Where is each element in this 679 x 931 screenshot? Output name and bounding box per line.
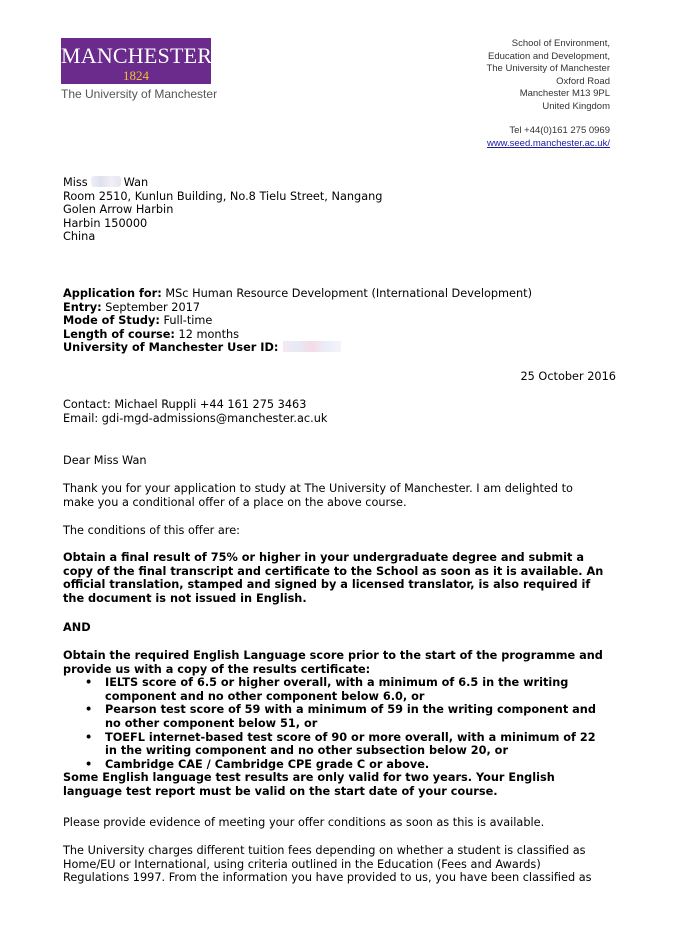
school-line: Manchester M13 9PL bbox=[519, 88, 610, 99]
school-telephone: Tel +44(0)161 275 0969 bbox=[509, 125, 610, 136]
english-test-list bbox=[63, 676, 616, 771]
address-line: Room 2510, Kunlun Building, No.8 Tielu Street, Nangang bbox=[63, 189, 383, 203]
length-row: Length of course: 12 months bbox=[63, 327, 240, 341]
contact-block bbox=[63, 398, 616, 425]
entry-row: Entry: September 2017 bbox=[63, 300, 201, 314]
logo-year: 1824 bbox=[123, 68, 149, 83]
paragraph-conditions-heading: The conditions of this offer are: bbox=[63, 524, 240, 537]
list-item: • IELTS score of 6.5 or higher overall, with a minimum of 6.5 in the writing component and no other component below 6.0, or bbox=[85, 676, 569, 703]
condition-degree: Obtain a final result of 75% or higher in your undergraduate degree and submit a copy of the final transcript and certificate to the School as soon as it is available. An official translation, stamped and signed by a licensed translator, is also required if the document is not issued in English. bbox=[63, 551, 604, 605]
recipient-name bbox=[63, 176, 616, 190]
list-item: • Pearson test score of 59 with a minimum of 59 in the writing component and no other component below 51, or bbox=[85, 703, 596, 730]
logo-subtitle: The University of Manchester bbox=[61, 87, 218, 101]
greeting: Dear Miss Wan bbox=[63, 454, 147, 467]
and-separator: AND bbox=[63, 621, 91, 634]
recipient-address bbox=[63, 176, 616, 244]
paragraph-evidence: Please provide evidence of meeting your offer conditions as soon as this is available. bbox=[63, 816, 545, 829]
contact-email: Email: gdi-mgd-admissions@manchester.ac.uk bbox=[63, 411, 328, 425]
school-address bbox=[486, 38, 610, 150]
address-line: China bbox=[63, 230, 96, 244]
recipient-surname: Wan bbox=[123, 176, 149, 189]
contact-person: Contact: Michael Ruppli +44 161 275 3463 bbox=[63, 398, 307, 411]
paragraph-intro: Thank you for your application to study at The University of Manchester. I am delighted to make you a conditional offer of a place on the above course. bbox=[63, 482, 573, 509]
school-website-link[interactable]: www.seed.manchester.ac.uk/ bbox=[486, 137, 610, 149]
redacted-user-id bbox=[283, 341, 341, 352]
redacted-given-name bbox=[91, 176, 121, 187]
mode-row: Mode of Study: Full-time bbox=[63, 314, 213, 328]
list-item: • TOEFL internet-based test score of 90 or more overall, with a minimum of 22 in the writing component and no other subsection below 20, or bbox=[85, 730, 596, 758]
address-line: Harbin 150000 bbox=[63, 216, 148, 230]
university-logo bbox=[61, 38, 211, 84]
school-line: Oxford Road bbox=[556, 75, 610, 87]
list-item: • Cambridge CAE / Cambridge CPE grade C or above. bbox=[85, 757, 430, 771]
user-id-row: University of Manchester User ID: bbox=[63, 341, 616, 355]
recipient-salutation: Miss bbox=[63, 176, 88, 189]
school-line: Education and Development, bbox=[488, 50, 610, 62]
school-line: The University of Manchester bbox=[486, 63, 610, 74]
logo-wordmark: MANCHESTER bbox=[61, 43, 213, 68]
letter-date: 25 October 2016 bbox=[520, 370, 616, 383]
condition-english: Obtain the required English Language score prior to the start of the programme and provide us with a copy of the results certificate: • IELTS score of 6.5 or higher overall, with a minimum of 6.5 in the writing component and no other component below 6.0, or • Pearson test score of 59 with a minimum of 59 in the writing component and no other component below 51, or • TOEFL internet-based test score of 90 or more overall, with a minimum of 22 in the writing component and no other subsection below 20, or • Cambridge CAE / Cambridge CPE grade C or above. Some English language test results are only valid for two years. Your English language test report must be valid on the start date of your course. bbox=[63, 649, 616, 799]
school-line: School of Environment, bbox=[511, 38, 610, 49]
application-row: Application for: MSc Human Resource Development (International Development) bbox=[63, 287, 533, 300]
paragraph-fees: The University charges different tuition fees depending on whether a student is classified as Home/EU or International, using criteria outlined in the Education (Fees and Awards) Regulations 1997. From the information you have provided to us, you have been classified as bbox=[63, 844, 592, 885]
school-line: United Kingdom bbox=[542, 100, 610, 112]
address-line: Golen Arrow Harbin bbox=[63, 203, 174, 217]
application-details bbox=[63, 287, 616, 355]
